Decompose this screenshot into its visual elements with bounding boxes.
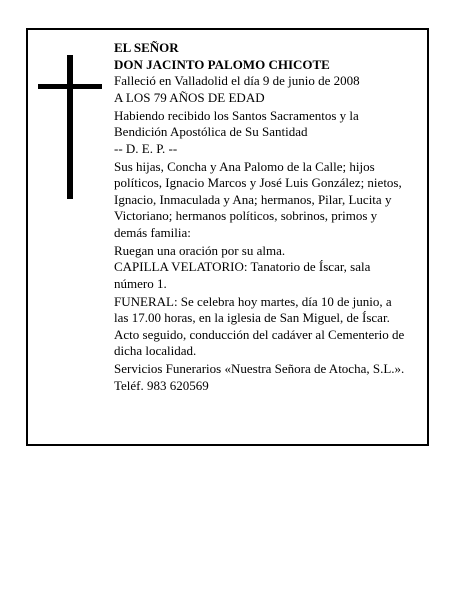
notice-text (114, 40, 424, 394)
funeral-line: FUNERAL: Se celebra hoy martes, día 10 de junio, a (114, 293, 392, 309)
phone-line: Teléf. 983 620569 (114, 377, 209, 393)
prayer-line: Ruegan una oración por su alma. (114, 242, 286, 258)
family-line: políticos, Ignacio Marcos y José Luis González; nietos, (114, 175, 402, 190)
cross-icon (38, 55, 102, 199)
rip-line: -- D. E. P. -- (114, 140, 178, 156)
sacraments-paragraph (114, 108, 424, 141)
death-notice (26, 28, 429, 446)
family-line: Sus hijas, Concha y Ana Palomo de la Calle; hijos (114, 158, 375, 174)
funeral-line: Acto seguido, conducción del cadáver al Cementerio de (114, 326, 405, 342)
family-paragraph (114, 159, 424, 242)
cross-horizontal-bar (38, 84, 102, 89)
funeral-line: las 17.00 horas, en la iglesia de San Miguel, de Íscar. (114, 310, 390, 325)
deceased-name: DON JACINTO PALOMO CHICOTE (114, 56, 330, 72)
family-line: Victoriano; hermanos políticos, sobrinos, primos y (114, 208, 378, 223)
death-details: Falleció en Valladolid el día 9 de junio de 2008 (114, 73, 360, 88)
cross-vertical-bar (67, 55, 73, 199)
funeral-line: dicha localidad. (114, 343, 197, 358)
sacraments-line: Bendición Apostólica de Su Santidad (114, 124, 308, 139)
notice-title: EL SEÑOR (114, 40, 179, 55)
chapel-line: CAPILLA VELATORIO: Tanatorio de Íscar, sala (114, 259, 371, 274)
family-line: demás familia: (114, 224, 191, 240)
services-line: Servicios Funerarios «Nuestra Señora de Atocha, S.L.». (114, 361, 405, 376)
chapel-line: número 1. (114, 275, 167, 291)
funeral-paragraph (114, 294, 424, 360)
family-line: Ignacio, Inmaculada y Ana; hermanos, Pilar, Lucita y (114, 191, 392, 207)
sacraments-line: Habiendo recibido los Santos Sacramentos y la (114, 107, 359, 123)
services-paragraph (114, 361, 424, 394)
age-line: A LOS 79 AÑOS DE EDAD (114, 89, 265, 105)
